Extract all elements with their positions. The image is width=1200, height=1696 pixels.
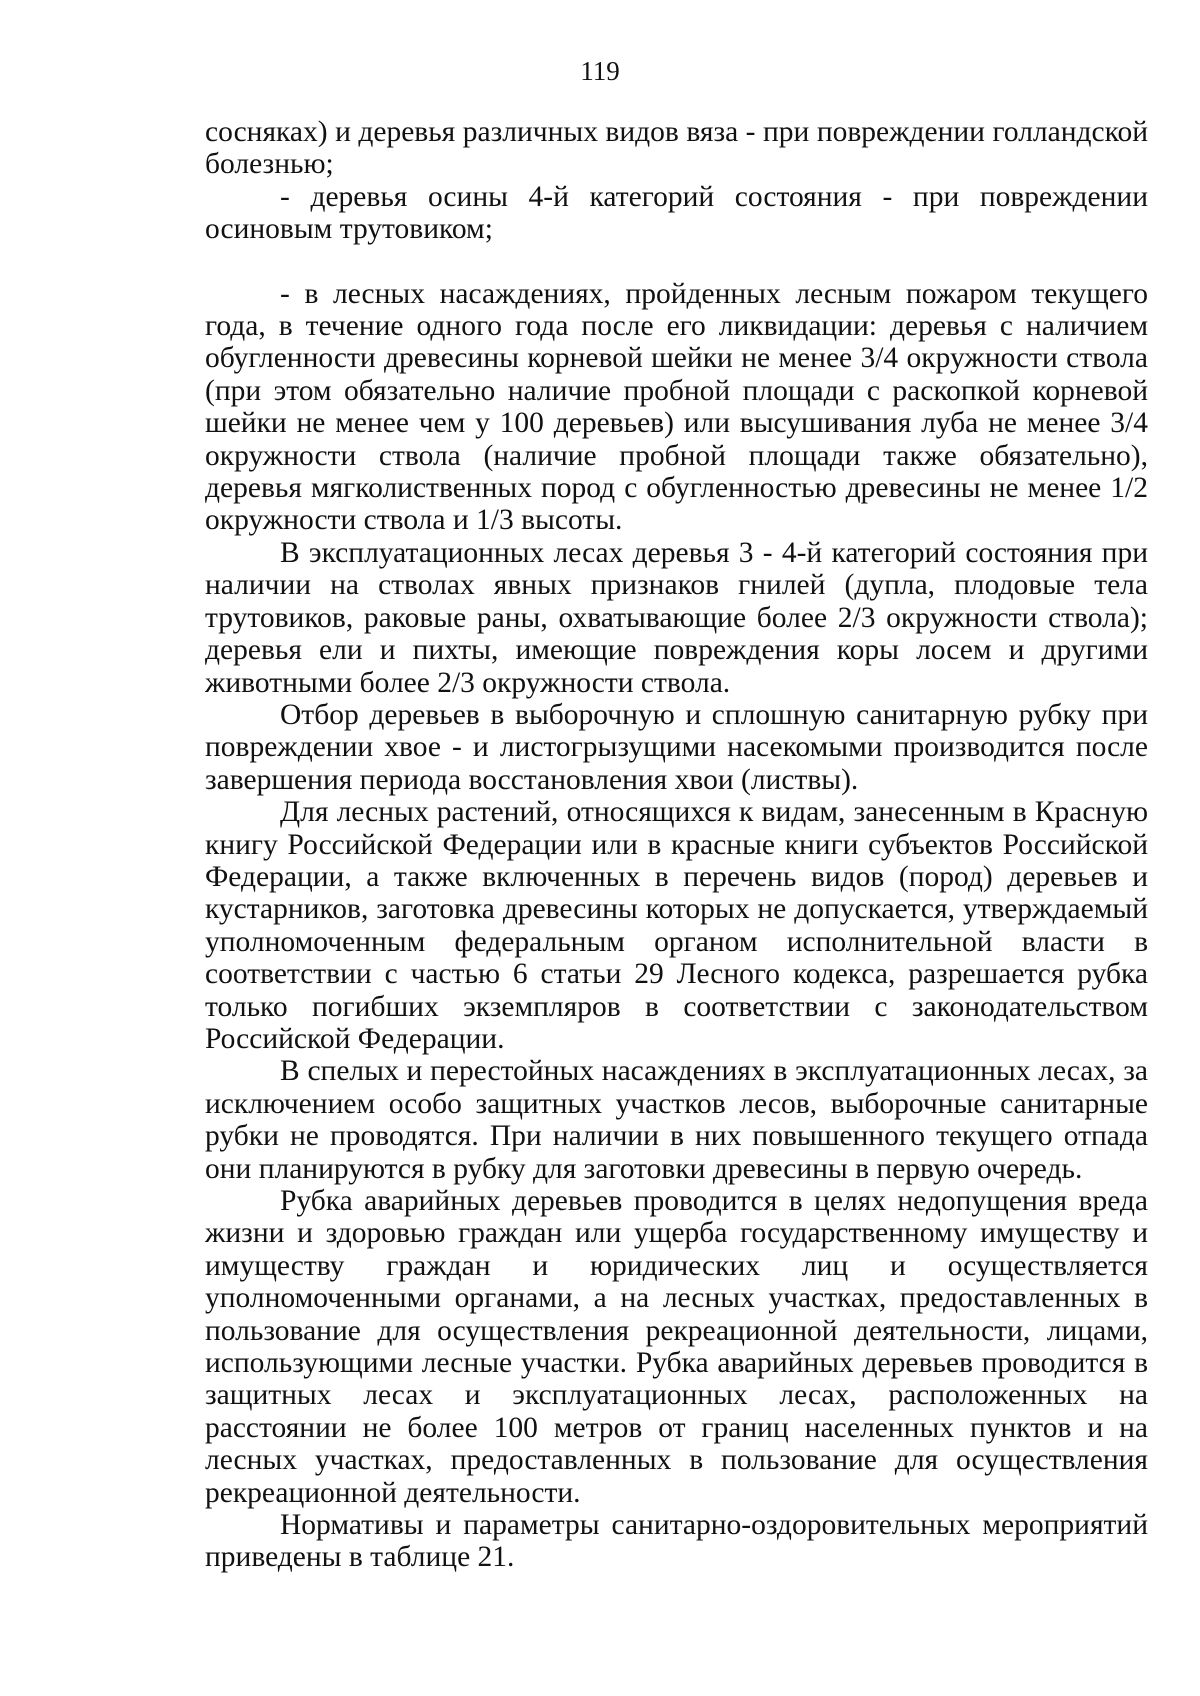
paragraph-exploitation-forests: В эксплуатационных лесах деревья 3 - 4-й категорий состояния при наличии на стволах явных признаков гнилей (дупла, плодовые тела трутовиков, раковые раны, охватывающие более 2/3 окружности ствола); деревья ели и пихты, имеющие повреждения коры лосем и другими животными более 2/3 окружности ствола.: [205, 536, 1148, 699]
paragraph-mature-stands: В спелых и перестойных насаждениях в эксплуатационных лесах, за исключением особо защитных участков лесов, выборочные санитарные рубки не проводятся. При наличии в них повышенного текущего отпада они планируются в рубку для заготовки древесины в первую очередь.: [205, 1055, 1148, 1185]
paragraph-red-book: Для лесных растений, относящихся к видам, занесенным в Красную книгу Российской Федерации или в красные книги субъектов Российской Федерации, а также включенных в перечень видов (пород) деревьев и кустарников, заготовка древесины которых не допускается, утверждаемый уполномоченным федеральным органом исполнительной власти в соответствии с частью 6 статьи 29 Лесного кодекса, разрешается рубка только погибших экземпляров в соответствии с законодательством Российской Федерации.: [205, 796, 1148, 1055]
paragraph-table-reference: Нормативы и параметры санитарно-оздоровительных мероприятий приведены в таблице 21.: [205, 1509, 1148, 1574]
document-body: [205, 116, 1148, 1574]
paragraph-aspen: - деревья осины 4-й категорий состояния - при повреждении осиновым трутовиком;: [205, 180, 1148, 246]
paragraph-hazard-trees: Рубка аварийных деревьев проводится в целях недопущения вреда жизни и здоровью граждан или ущерба государственному имуществу и имуществу граждан и юридических лиц и осуществляется уполномоченными органами, а на лесных участках, предоставленных в пользование для осуществления рекреационной деятельности, лицами, использующими лесные участки. Рубка аварийных деревьев проводится в защитных лесах и эксплуатационных лесах, расположенных на расстоянии не более 100 метров от границ населенных пунктов и на лесных участках, предоставленных в пользование для осуществления рекреационной деятельности.: [205, 1185, 1148, 1509]
paragraph-fire-damage: - в лесных насаждениях, пройденных лесным пожаром текущего года, в течение одного года после его ликвидации: деревья с наличием обугленности древесины корневой шейки не менее 3/4 окружности ствола (при этом обязательно наличие пробной площади с раскопкой корневой шейки не менее чем у 100 деревьев) или высушивания луба не менее 3/4 окружности ствола (наличие пробной площади также обязательно), деревья мягколиственных пород с обугленностью древесины не менее 1/2 окружности ствола и 1/3 высоты.: [205, 277, 1148, 537]
paragraph-tree-selection: Отбор деревьев в выборочную и сплошную санитарную рубку при повреждении хвое - и листогрызущими насекомыми производится после завершения периода восстановления хвои (листвы).: [205, 698, 1148, 796]
paragraph-continuation: сосняках) и деревья различных видов вяза - при повреждении голландской болезнью;: [205, 116, 1148, 181]
page-number: 119: [580, 56, 620, 86]
